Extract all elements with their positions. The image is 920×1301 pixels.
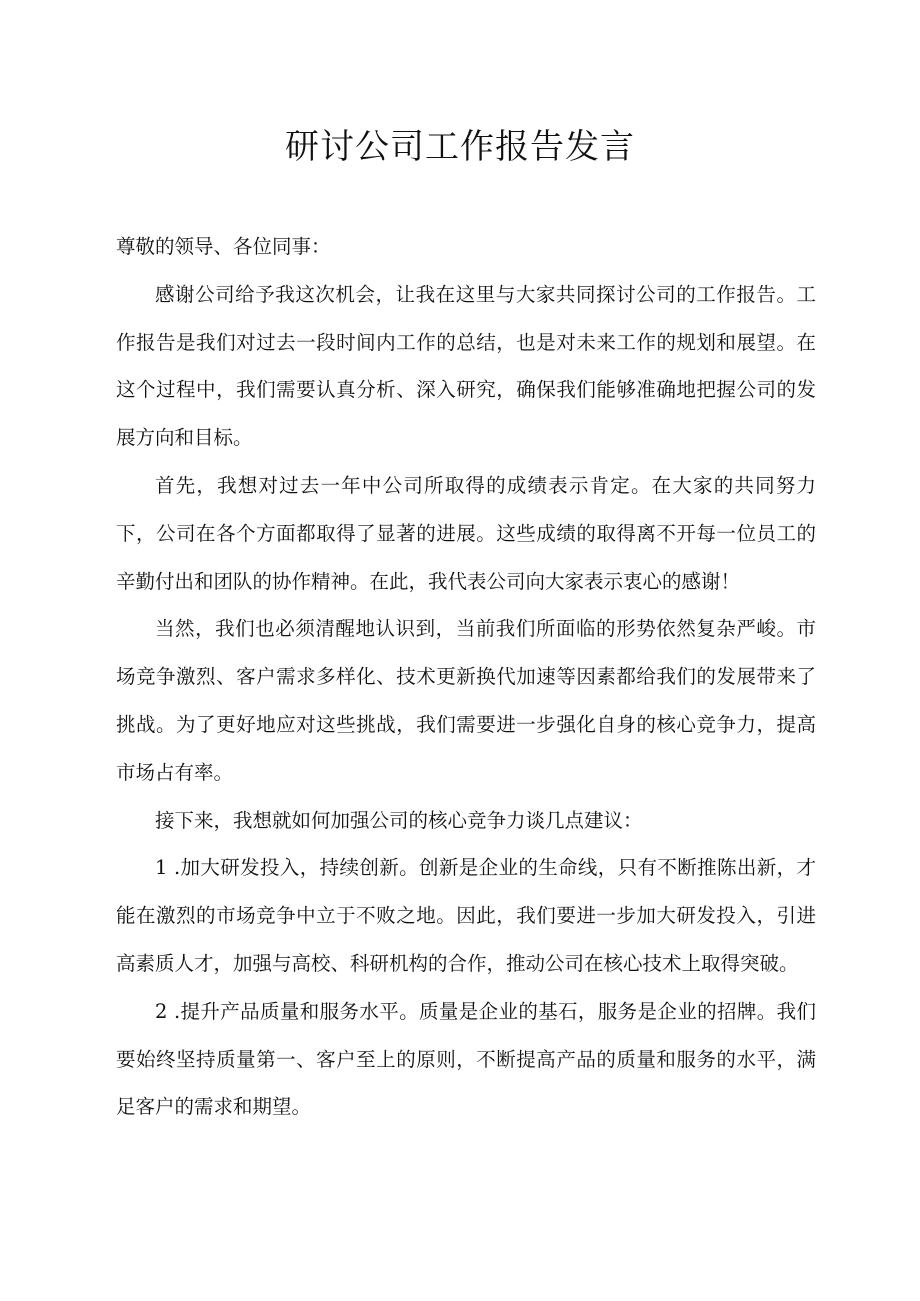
paragraph-suggestion-1: 1 .加大研发投入，持续创新。创新是企业的生命线，只有不断推陈出新，才能在激烈的市场竞争中立于不败之地。因此，我们要进一步加大研发投入，引进高素质人才，加强与高校、科研机构的合作，推动公司在核心技术上取得突破。: [116, 856, 816, 975]
paragraph-challenges: 当然，我们也必须清醒地认识到，当前我们所面临的形势依然复杂严峻。市场竞争激烈、客户需求多样化、技术更新换代加速等因素都给我们的发展带来了挑战。为了更好地应对这些挑战，我们需要进一步强化自身的核心竞争力，提高市场占有率。: [116, 617, 816, 784]
document-title: 研讨公司工作报告发言: [285, 127, 635, 167]
paragraph-opening: 感谢公司给予我这次机会，让我在这里与大家共同探讨公司的工作报告。工作报告是我们对过去一段时间内工作的总结，也是对未来工作的规划和展望。在这个过程中，我们需要认真分析、深入研究，确保我们能够准确地把握公司的发展方向和目标。: [116, 282, 816, 450]
paragraph-suggestion-2: 2 .提升产品质量和服务水平。质量是企业的基石，服务是企业的招牌。我们要始终坚持质量第一、客户至上的原则，不断提高产品的质量和服务的水平，满足客户的需求和期望。: [116, 999, 816, 1119]
paragraph-suggestions-intro: 接下来，我想就如何加强公司的核心竞争力谈几点建议：: [155, 808, 643, 832]
salutation: 尊敬的领导、各位同事：: [116, 235, 331, 258]
paragraph-achievements: 首先，我想对过去一年中公司所取得的成绩表示肯定。在大家的共同努力下，公司在各个方面都取得了显著的进展。这些成绩的取得离不开每一位员工的辛勤付出和团队的协作精神。在此，我代表公司向大家表示衷心的感谢！: [116, 473, 816, 593]
document-body: [116, 223, 816, 1131]
